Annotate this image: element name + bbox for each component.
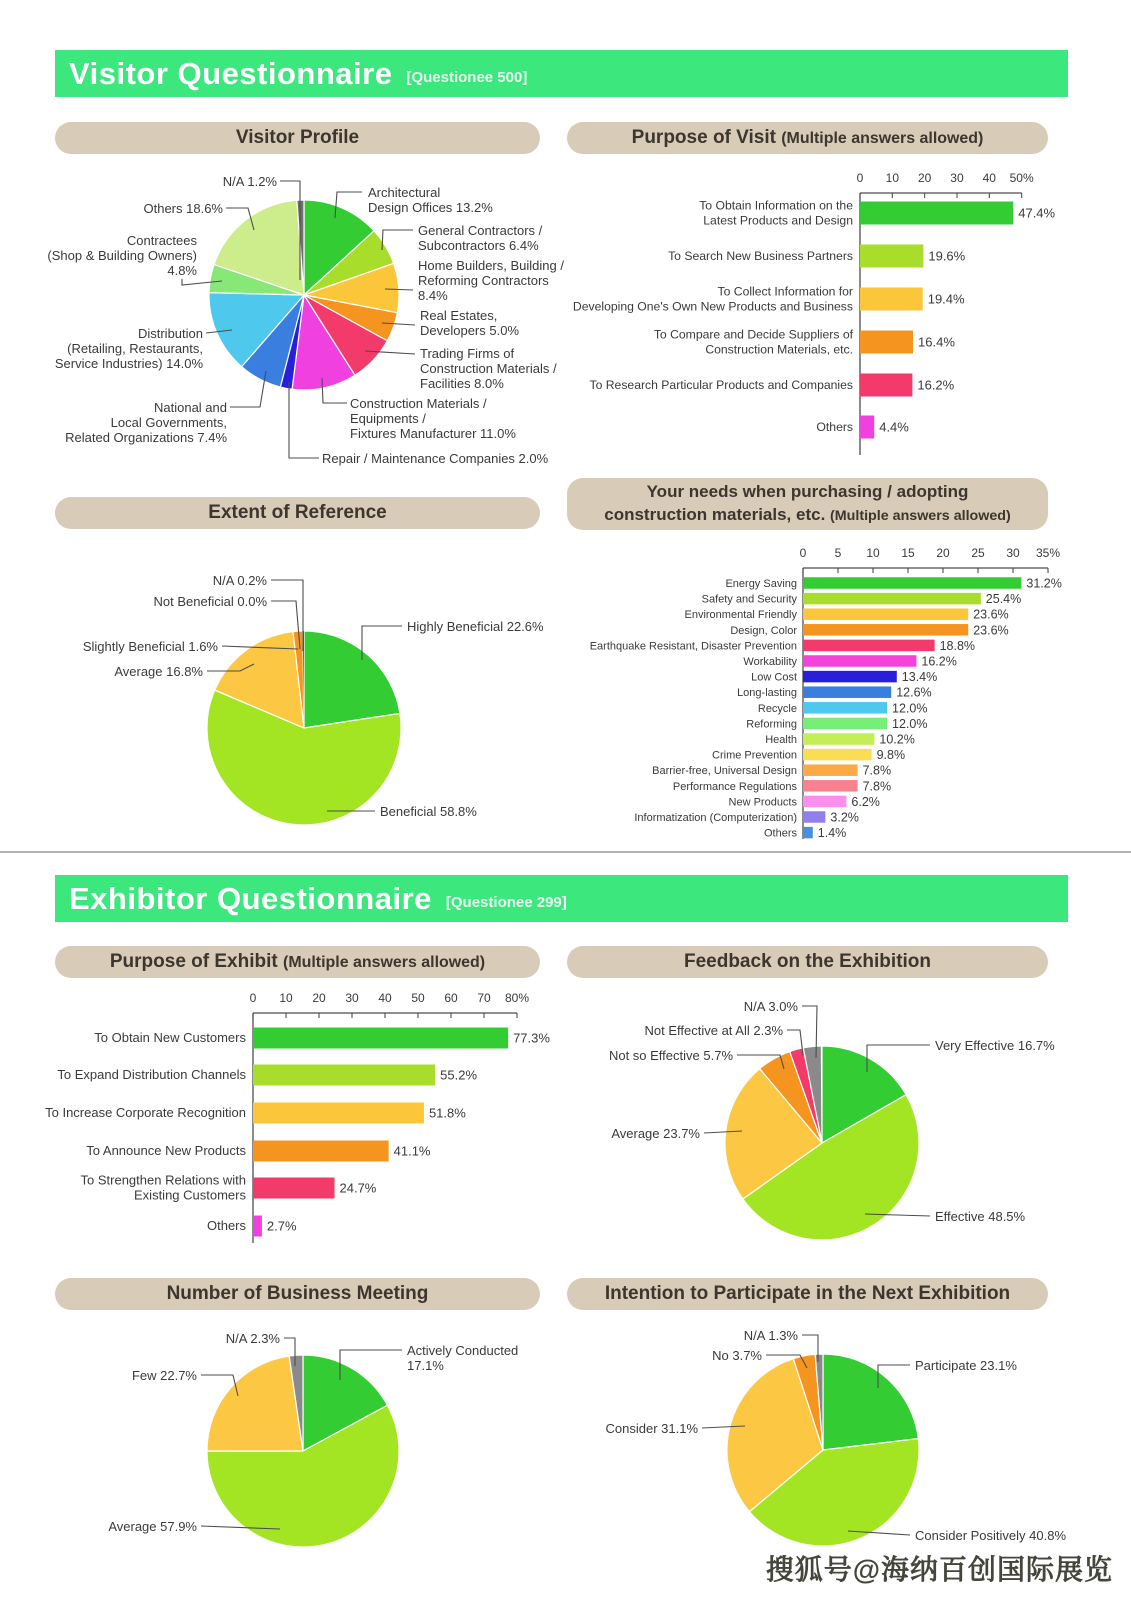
bar-label: Barrier-free, Universal Design — [652, 765, 797, 778]
pie-label: Not Effective at All 2.3% — [644, 1023, 783, 1038]
axis-tick-label: 80% — [504, 991, 530, 1005]
bar-7 — [803, 686, 891, 698]
chart-extent-of-reference — [40, 535, 570, 837]
axis-tick-label: 0 — [249, 991, 257, 1005]
pie-label: Slightly Beneficial 1.6% — [82, 639, 218, 654]
bar-5 — [860, 416, 874, 439]
bar-11 — [803, 749, 872, 761]
bar-12 — [803, 764, 858, 776]
axis-tick-label: 10 — [866, 546, 880, 560]
section-header-text: Your needs when purchasing / adopting — [646, 482, 969, 501]
bar-16 — [803, 827, 813, 839]
visitor-banner-subtitle: [Questionee 500] — [406, 69, 528, 86]
chart-exhibition-feedback — [565, 975, 1095, 1275]
pie-label: Not so Effective 5.7% — [608, 1048, 733, 1063]
bar-5 — [803, 655, 916, 667]
bar-value: 10.2% — [879, 732, 915, 747]
pie-label: Home Builders, Building / Reforming Contractors 8.4% — [418, 258, 564, 303]
pie-label: Highly Beneficial 22.6% — [407, 619, 544, 634]
bar-label: Crime Prevention — [712, 749, 797, 762]
section-header-next-exhibition-intention — [567, 1278, 1048, 1310]
bar-value: 12.0% — [892, 716, 928, 731]
bar-value: 47.4% — [1018, 205, 1056, 221]
pie-label: Few 22.7% — [131, 1368, 197, 1383]
bar-label: Low Cost — [751, 671, 797, 684]
chart-purpose-of-visit — [565, 160, 1095, 472]
axis-tick-label: 20 — [917, 171, 932, 185]
bar-0 — [253, 1028, 508, 1049]
section-header-text: Intention to Participate in the Next Exhibition — [604, 1283, 1011, 1304]
bar-label: Earthquake Resistant, Disaster Prevention — [589, 640, 797, 653]
pie-label: Average 57.9% — [108, 1519, 197, 1534]
axis-tick-label: 35% — [1035, 546, 1061, 560]
bar-value: 23.6% — [973, 623, 1009, 638]
bar-value: 6.2% — [851, 794, 880, 809]
bar-label: To Expand Distribution Channels — [57, 1067, 246, 1082]
pie-label: Not Beneficial 0.0% — [153, 594, 267, 609]
bar-13 — [803, 780, 858, 792]
section-header-text: Feedback on the Exhibition — [683, 951, 932, 972]
bar-label: To Collect Information for Developing One's Own New Products and Business — [572, 284, 853, 314]
bar-value: 23.6% — [973, 607, 1009, 622]
bar-10 — [803, 733, 874, 745]
bar-label: Others — [763, 827, 797, 840]
bar-label: Health — [765, 734, 797, 746]
pie-label: Architectural Design Offices 13.2% — [368, 185, 493, 215]
pie-label: Trading Firms of Construction Materials / Facilities 8.0% — [420, 346, 557, 391]
bar-3 — [860, 331, 913, 354]
axis-tick-label: 20 — [312, 991, 326, 1005]
section-header-text: construction materials, etc. (Multiple answers allowed) — [604, 505, 1011, 524]
pie-label: N/A 3.0% — [743, 999, 798, 1014]
bar-label: Others — [816, 420, 853, 434]
section-header-extent-of-reference — [55, 497, 540, 529]
axis-tick-label: 25 — [971, 546, 985, 560]
pie-slice-2 — [207, 1356, 303, 1451]
axis-tick-label: 20 — [936, 546, 950, 560]
chart-purchasing-needs — [565, 540, 1095, 842]
pie-label: Others 18.6% — [143, 201, 223, 216]
axis-tick-label: 50% — [1009, 171, 1034, 185]
bar-value: 31.2% — [1026, 576, 1062, 591]
axis-tick-label: 60 — [444, 991, 458, 1005]
bar-label: Energy Saving — [725, 578, 797, 590]
exhibitor-banner-subtitle: [Questionee 299] — [445, 894, 567, 911]
pie-label: Effective 48.5% — [935, 1209, 1026, 1224]
section-header-purpose-of-visit — [567, 122, 1048, 154]
bar-label: To Obtain Information on the Latest Products and Design — [699, 198, 853, 228]
bar-2 — [860, 288, 923, 311]
pie-label: N/A 2.3% — [225, 1331, 280, 1346]
bar-value: 25.4% — [985, 592, 1022, 607]
pie-slice-0 — [304, 631, 400, 728]
section-header-purpose-of-exhibit — [55, 946, 540, 978]
pie-label: Distribution (Retailing, Restaurants, Service Industries) 14.0% — [54, 326, 203, 371]
bar-1 — [803, 593, 981, 605]
pie-label: N/A 1.3% — [743, 1328, 798, 1343]
section-header-exhibition-feedback — [567, 946, 1048, 978]
section-header-text: Extent of Reference — [208, 502, 387, 523]
pie-label: Beneficial 58.8% — [380, 804, 477, 819]
pie-label: No 3.7% — [712, 1348, 762, 1363]
bar-15 — [803, 811, 825, 823]
section-header-text: Visitor Profile — [235, 127, 360, 148]
pie-slice-0 — [823, 1354, 918, 1450]
bar-label: Informatization (Computerization) — [634, 812, 797, 824]
bar-value: 77.3% — [513, 1030, 550, 1046]
bar-value: 1.4% — [817, 826, 847, 841]
bar-3 — [253, 1141, 389, 1162]
bar-label: To Compare and Decide Suppliers of Construction Materials, etc. — [653, 327, 853, 357]
bar-label: Reforming — [746, 718, 797, 731]
axis-tick-label: 10 — [885, 171, 900, 185]
axis-tick-label: 0 — [856, 171, 864, 185]
section-header-purchasing-needs — [567, 478, 1048, 530]
pie-label: Construction Materials / Equipments / Fixtures Manufacturer 11.0% — [350, 396, 516, 441]
axis-tick-label: 50 — [411, 991, 425, 1005]
pie-label: Very Effective 16.7% — [935, 1038, 1055, 1053]
bar-label: Environmental Friendly — [684, 609, 797, 622]
bar-1 — [253, 1065, 435, 1086]
pie-label: Contractees (Shop & Building Owners) 4.8% — [47, 233, 197, 278]
bar-label: To Announce New Products — [86, 1143, 246, 1158]
pie-label: N/A 0.2% — [212, 573, 267, 588]
section-header-text: Purpose of Exhibit (Multiple answers allowed) — [109, 950, 486, 972]
axis-tick-label: 30 — [950, 171, 964, 185]
exhibitor-questionnaire-banner — [55, 875, 1068, 922]
bar-label: Long-lasting — [737, 687, 797, 700]
pie-label: Average 16.8% — [114, 664, 203, 679]
axis-tick-label: 10 — [279, 991, 293, 1005]
bar-2 — [253, 1103, 424, 1124]
pie-label: Real Estates, Developers 5.0% — [420, 308, 519, 338]
bar-label: To Search New Business Partners — [668, 249, 853, 263]
bar-value: 51.8% — [428, 1105, 466, 1121]
bar-4 — [253, 1178, 335, 1199]
bar-label: To Strengthen Relations with Existing Customers — [80, 1172, 246, 1203]
bar-1 — [860, 245, 923, 268]
bar-8 — [803, 702, 887, 714]
axis-tick-label: 5 — [834, 546, 842, 560]
bar-value: 19.6% — [928, 248, 966, 264]
axis-tick-label: 40 — [982, 171, 996, 185]
bar-value: 19.4% — [927, 291, 965, 307]
chart-purpose-of-exhibit — [40, 975, 570, 1267]
axis-tick-label: 40 — [378, 991, 392, 1005]
bar-value: 12.6% — [896, 685, 932, 700]
watermark: 搜狐号@海纳百创国际展览 — [765, 1554, 1113, 1585]
bar-value: 16.4% — [918, 334, 955, 350]
section-header-text: Number of Business Meeting — [166, 1283, 429, 1304]
bar-value: 16.2% — [917, 377, 955, 393]
bar-label: Safety and Security — [701, 593, 797, 606]
bar-2 — [803, 608, 968, 620]
bar-4 — [860, 374, 912, 397]
bar-3 — [803, 624, 968, 636]
visitor-banner-title: Visitor Questionnaire — [69, 55, 393, 91]
bar-value: 16.2% — [921, 654, 957, 669]
axis-tick-label: 15 — [901, 546, 915, 560]
bar-0 — [803, 577, 1021, 589]
bar-label: Workability — [743, 656, 797, 668]
bar-value: 24.7% — [339, 1180, 377, 1196]
pie-label: Average 23.7% — [611, 1126, 700, 1141]
pie-label: Consider 31.1% — [605, 1421, 698, 1436]
bar-14 — [803, 796, 846, 808]
bar-label: Performance Regulations — [672, 780, 797, 793]
bar-label: To Research Particular Products and Companies — [589, 378, 853, 392]
section-header-visitor-profile — [55, 122, 540, 154]
bar-value: 7.8% — [862, 779, 892, 794]
bar-value: 12.0% — [892, 701, 928, 716]
bar-label: Others — [206, 1218, 246, 1233]
axis-tick-label: 70 — [477, 991, 491, 1005]
exhibitor-banner-title: Exhibitor Questionnaire — [69, 880, 432, 916]
bar-label: Design, Color — [730, 624, 797, 637]
pie-label: N/A 1.2% — [222, 174, 277, 189]
section-divider — [0, 851, 1131, 853]
section-header-text: Purpose of Visit (Multiple answers allowed) — [631, 126, 984, 148]
pie-label: Participate 23.1% — [915, 1358, 1017, 1373]
chart-visitor-profile — [40, 160, 570, 482]
leader-line — [289, 382, 319, 458]
bar-value: 7.8% — [862, 763, 892, 778]
bar-value: 2.7% — [266, 1218, 297, 1234]
visitor-questionnaire-banner — [55, 50, 1068, 97]
bar-6 — [803, 671, 897, 683]
bar-0 — [860, 202, 1013, 225]
axis-tick-label: 30 — [345, 991, 359, 1005]
pie-label: Actively Conducted 17.1% — [407, 1343, 519, 1373]
bar-label: Recycle — [757, 702, 797, 715]
pie-label: General Contractors / Subcontractors 6.4% — [418, 223, 543, 253]
bar-value: 18.8% — [939, 638, 976, 653]
section-header-business-meetings — [55, 1278, 540, 1310]
axis-tick-label: 0 — [799, 546, 807, 560]
pie-label: Consider Positively 40.8% — [915, 1528, 1067, 1543]
bar-label: New Products — [728, 796, 797, 809]
bar-5 — [253, 1216, 262, 1237]
axis-tick-label: 30 — [1006, 546, 1020, 560]
bar-value: 4.4% — [879, 419, 909, 435]
bar-label: To Increase Corporate Recognition — [45, 1105, 246, 1120]
bar-value: 13.4% — [901, 670, 938, 685]
bar-label: To Obtain New Customers — [94, 1030, 246, 1045]
bar-value: 55.2% — [440, 1067, 478, 1083]
bar-4 — [803, 640, 935, 652]
pie-label: National and Local Governments, Related Organizations 7.4% — [65, 400, 227, 445]
bar-value: 9.8% — [876, 748, 906, 763]
chart-business-meetings — [40, 1320, 570, 1600]
pie-label: Repair / Maintenance Companies 2.0% — [322, 451, 549, 466]
bar-9 — [803, 718, 887, 730]
bar-value: 41.1% — [393, 1143, 431, 1159]
bar-value: 3.2% — [830, 810, 859, 825]
